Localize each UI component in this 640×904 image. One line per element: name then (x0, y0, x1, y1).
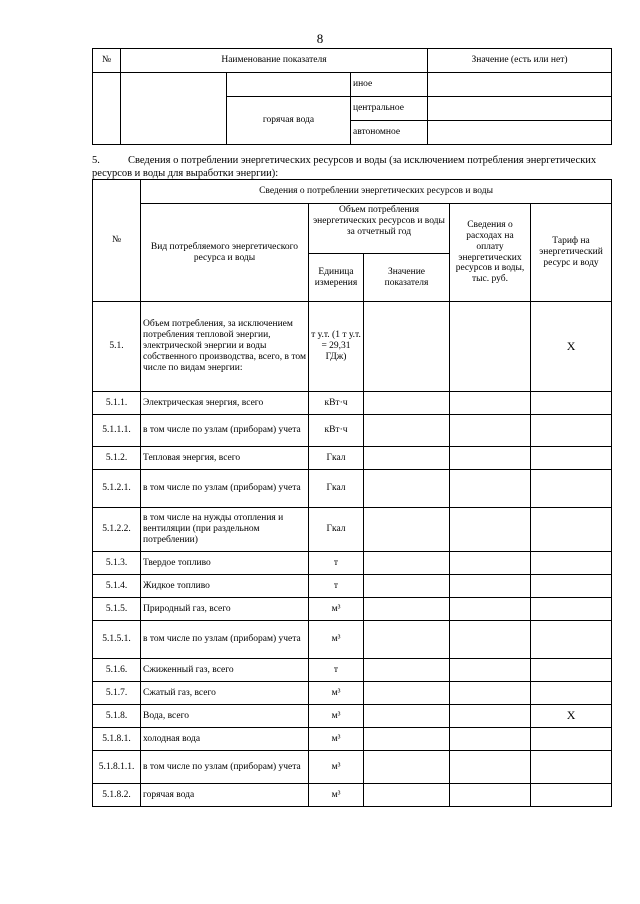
table-row (93, 705, 612, 728)
table-row (93, 751, 612, 784)
row-name: в том числе по узлам (приборам) учета (141, 415, 309, 447)
row-tariff (531, 784, 612, 807)
table-row (93, 598, 612, 621)
row-number: 5.1.8.1.1. (93, 751, 141, 784)
row-costs (450, 470, 531, 508)
row-unit: Гкал (309, 508, 364, 552)
table-row (93, 302, 612, 392)
row-unit: м³ (309, 728, 364, 751)
row-name: в том числе по узлам (приборам) учета (141, 470, 309, 508)
t2-body (93, 302, 612, 807)
t2-header-value: Значение показателя (364, 254, 450, 302)
row-tariff (531, 621, 612, 659)
table-row (93, 508, 612, 552)
t2-header-num: № (93, 180, 141, 302)
row-name: в том числе на нужды отопления и вентиляции (при раздельном потреблении) (141, 508, 309, 552)
table-row (93, 415, 612, 447)
row-name: Сжатый газ, всего (141, 682, 309, 705)
row-value (364, 415, 450, 447)
row-name: Природный газ, всего (141, 598, 309, 621)
heating-water-table (92, 48, 612, 145)
row-tariff (531, 552, 612, 575)
table-row (93, 575, 612, 598)
row-name: горячая вода (141, 784, 309, 807)
row-name: Объем потребления, за исключением потребления тепловой энергии, электрической энергии и воды собственного производства, всего, в том числе по видам энергии: (141, 302, 309, 392)
row-value (364, 508, 450, 552)
row-number: 5.1.2.1. (93, 470, 141, 508)
t2-header-unit: Единица измерения (309, 254, 364, 302)
row-number: 5.1.5.1. (93, 621, 141, 659)
row-number: 5.1.6. (93, 659, 141, 682)
t1-value-cell (428, 97, 612, 121)
page-number: 8 (316, 31, 324, 46)
t1-hot-water: горячая вода (227, 97, 351, 145)
row-tariff (531, 447, 612, 470)
row-value (364, 470, 450, 508)
row-number: 5.1.8.1. (93, 728, 141, 751)
table-row (93, 728, 612, 751)
row-number: 5.1.8.2. (93, 784, 141, 807)
row-value (364, 784, 450, 807)
t1-header-value: Значение (есть или нет) (428, 49, 612, 73)
row-costs (450, 751, 531, 784)
row-number: 5.1.4. (93, 575, 141, 598)
row-number: 5.1.8. (93, 705, 141, 728)
t1-sub-central: центральное (351, 97, 428, 121)
row-costs (450, 705, 531, 728)
t2-header-costs: Сведения о расходах на оплату энергетических ресурсов и воды, тыс. руб. (450, 204, 531, 302)
row-unit: т (309, 659, 364, 682)
table-row (93, 682, 612, 705)
row-tariff (531, 728, 612, 751)
table-row (93, 447, 612, 470)
t1-num-cell (93, 73, 121, 145)
row-name: Сжиженный газ, всего (141, 659, 309, 682)
row-tariff (531, 470, 612, 508)
row-costs (450, 621, 531, 659)
t2-header-main: Сведения о потреблении энергетических ресурсов и воды (141, 180, 612, 204)
t1-sub-other: иное (351, 73, 428, 97)
row-costs (450, 682, 531, 705)
row-costs (450, 784, 531, 807)
row-unit: т (309, 575, 364, 598)
row-tariff (531, 575, 612, 598)
row-number: 5.1.5. (93, 598, 141, 621)
row-tariff (531, 392, 612, 415)
row-number: 5.1.2.2. (93, 508, 141, 552)
row-tariff (531, 598, 612, 621)
row-tariff (531, 659, 612, 682)
row-unit: м³ (309, 598, 364, 621)
row-unit: кВт·ч (309, 415, 364, 447)
t1-sub-autonomous: автономное (351, 121, 428, 145)
row-number: 5.1.1.1. (93, 415, 141, 447)
t2-header-kind: Вид потребляемого энергетического ресурса и воды (141, 204, 309, 302)
row-name: Электрическая энергия, всего (141, 392, 309, 415)
row-unit: Гкал (309, 447, 364, 470)
row-number: 5.1.7. (93, 682, 141, 705)
row-costs (450, 447, 531, 470)
row-costs (450, 415, 531, 447)
row-costs (450, 575, 531, 598)
t1-blank-cell (121, 73, 227, 145)
t1-header-num: № (93, 49, 121, 73)
row-name: Твердое топливо (141, 552, 309, 575)
table-row (93, 659, 612, 682)
table-row (93, 621, 612, 659)
row-tariff (531, 508, 612, 552)
row-name: Жидкое топливо (141, 575, 309, 598)
row-number: 5.1.3. (93, 552, 141, 575)
row-name: Вода, всего (141, 705, 309, 728)
row-costs (450, 598, 531, 621)
row-unit: м³ (309, 784, 364, 807)
row-costs (450, 552, 531, 575)
row-value (364, 621, 450, 659)
t1-blank-cell (227, 73, 351, 97)
row-costs (450, 728, 531, 751)
row-unit: Гкал (309, 470, 364, 508)
row-value (364, 682, 450, 705)
row-value (364, 575, 450, 598)
row-value (364, 705, 450, 728)
t1-value-cell (428, 73, 612, 97)
row-unit: м³ (309, 751, 364, 784)
t2-header-volume: Объем потребления энергетических ресурсов и воды за отчетный год (309, 204, 450, 254)
table-row (93, 784, 612, 807)
row-costs (450, 508, 531, 552)
row-value (364, 447, 450, 470)
row-value (364, 302, 450, 392)
row-tariff: X (531, 302, 612, 392)
table-row (93, 470, 612, 508)
row-unit: т (309, 552, 364, 575)
section-text: Сведения о потреблении энергетических ресурсов и воды (за исключением потребления энергетических ресурсов и воды для выработки энергии): (92, 155, 597, 179)
t1-header-name: Наименование показателя (121, 49, 428, 73)
row-costs (450, 302, 531, 392)
row-tariff (531, 751, 612, 784)
t2-header-tariff: Тариф на энергетический ресурс и воду (531, 204, 612, 302)
row-number: 5.1.2. (93, 447, 141, 470)
row-value (364, 552, 450, 575)
row-costs (450, 392, 531, 415)
row-name: в том числе по узлам (приборам) учета (141, 751, 309, 784)
row-value (364, 659, 450, 682)
row-unit: т у.т. (1 т у.т. = 29,31 ГДж) (309, 302, 364, 392)
row-value (364, 598, 450, 621)
table-row (93, 552, 612, 575)
row-number: 5.1. (93, 302, 141, 392)
section-5-heading (92, 155, 612, 180)
row-name: в том числе по узлам (приборам) учета (141, 621, 309, 659)
row-value (364, 392, 450, 415)
row-value (364, 751, 450, 784)
t1-value-cell (428, 121, 612, 145)
table-row (93, 392, 612, 415)
energy-consumption-table (92, 179, 612, 807)
row-unit: м³ (309, 682, 364, 705)
row-tariff (531, 682, 612, 705)
section-number: 5. (92, 155, 100, 166)
row-tariff (531, 415, 612, 447)
row-costs (450, 659, 531, 682)
row-unit: кВт·ч (309, 392, 364, 415)
row-tariff: X (531, 705, 612, 728)
row-unit: м³ (309, 621, 364, 659)
row-name: холодная вода (141, 728, 309, 751)
row-number: 5.1.1. (93, 392, 141, 415)
row-value (364, 728, 450, 751)
row-unit: м³ (309, 705, 364, 728)
row-name: Тепловая энергия, всего (141, 447, 309, 470)
